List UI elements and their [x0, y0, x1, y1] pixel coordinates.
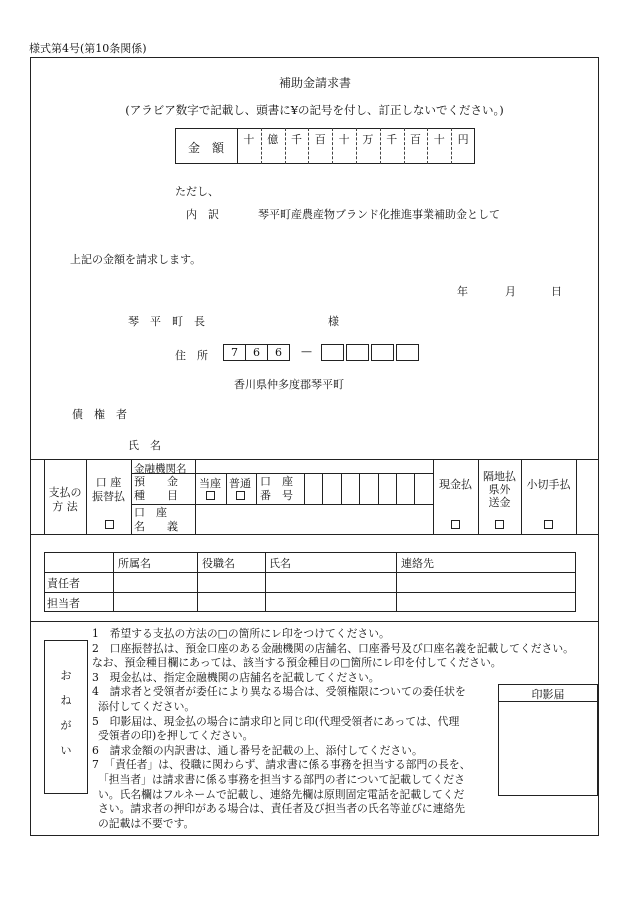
touza-label: 当座 [199, 477, 221, 490]
onegai-char: い [60, 744, 72, 757]
account-number-cell-divider [322, 473, 323, 504]
amount-unit-7: 百 [409, 133, 421, 146]
account-number-label: 口 座 番 号 [260, 475, 293, 502]
tadashi-label: ただし、 [175, 185, 219, 198]
date-day: 日 [551, 285, 562, 298]
name-label: 氏 名 [128, 439, 161, 452]
instruction-text: (アラビア数字で記載し、頭書に¥の記号を付し、訂正しないでください。) [125, 103, 504, 117]
account-number-cell-divider [414, 473, 415, 504]
account-transfer-checkbox[interactable] [105, 520, 114, 529]
account-transfer-label: 口 座 振替払 [92, 476, 125, 503]
amount-unit-5: 万 [362, 133, 374, 146]
sama-label: 様 [328, 315, 339, 328]
touza-checkbox[interactable] [206, 491, 215, 500]
amount-unit-3: 百 [314, 133, 326, 146]
check-payment-label: 小切手払 [526, 478, 571, 491]
amount-unit-2: 千 [290, 133, 302, 146]
request-text: 上記の金額を請求します。 [70, 253, 202, 266]
remote-payment-checkbox[interactable] [495, 520, 504, 529]
date-year: 年 [457, 285, 468, 298]
note-line: 7 「責任者」は、役職に関わらず、請求書に係る事務を担当する部門の長を、 [92, 758, 471, 772]
account-number-cell-divider [359, 473, 360, 504]
address-value: 香川県仲多度郡琴平町 [234, 378, 344, 391]
seal-label: 印影届 [531, 688, 565, 701]
form-number-label: 様式第4号(第10条関係) [29, 42, 147, 55]
note-line: い。氏名欄はフルネームで記載し、連絡先欄は原則固定電話を記載してくだ [98, 787, 465, 801]
amount-unit-8: 十 [433, 133, 445, 146]
futsu-checkbox[interactable] [236, 491, 245, 500]
amount-unit-1: 億 [267, 133, 279, 146]
futsu-label: 普通 [229, 477, 251, 490]
remote-payment-label: 隔地払 県外 送金 [483, 470, 516, 509]
account-number-cell-divider [304, 473, 305, 504]
header-position: 役職名 [202, 557, 235, 570]
breakdown-value: 琴平町産農産物ブランド化推進事業補助金として [258, 208, 500, 221]
postal-dash: — [301, 345, 312, 358]
amount-unit-4: 十 [338, 133, 350, 146]
postal-digit: 6 [275, 346, 282, 359]
onegai-char: お [60, 669, 72, 682]
note-line: なお、預金種目欄にあっては、該当する預金種目の□箇所にレ印を付してください。 [92, 656, 502, 670]
note-line: さい。請求者の押印がある場合は、責任者及び担当者の氏名等並びに連絡先 [98, 802, 466, 816]
postal-digit-box-6[interactable] [396, 344, 419, 361]
postal-digit-box-4[interactable] [346, 344, 369, 361]
account-number-cell-divider [396, 473, 397, 504]
postal-digit: 6 [253, 346, 260, 359]
cash-label: 現金払 [439, 478, 472, 491]
address-label: 住 所 [175, 349, 208, 362]
postal-digit-box-0[interactable] [223, 344, 246, 361]
note-line: 1 希望する支払の方法の□の箇所にレ印をつけてください。 [92, 627, 390, 640]
header-name: 氏名 [269, 557, 291, 570]
cash-checkbox[interactable] [451, 520, 460, 529]
note-line: 5 印影届は、現金払の場合に請求印と同じ印(代理受領者にあっては、代理 [92, 714, 460, 728]
onegai-char: ね [60, 694, 72, 707]
account-number-cell-divider [341, 473, 342, 504]
note-line: 添付してください。 [98, 700, 196, 713]
postal-digit-box-2[interactable] [267, 344, 290, 361]
payment-method-label: 支払の 方 法 [48, 486, 82, 513]
postal-digit-box-1[interactable] [245, 344, 268, 361]
row-responsible: 責任者 [47, 577, 80, 590]
postal-digit: 7 [231, 346, 238, 359]
postal-digit-box-5[interactable] [371, 344, 394, 361]
header-affiliation: 所属名 [118, 557, 151, 570]
account-number-cell-divider [378, 473, 379, 504]
amount-unit-6: 千 [386, 133, 398, 146]
note-line: 4 請求者と受領者が委任により異なる場合は、受領権限についての委任状を [92, 685, 466, 699]
note-line: 2 口座振替払は、預金口座のある金融機関の店舗名、口座番号及び口座名義を記載してください。 [92, 641, 574, 655]
amount-label: 金 額 [187, 141, 224, 155]
form-title: 補助金請求書 [278, 76, 351, 90]
onegai-char: が [60, 719, 72, 732]
note-line: 6 請求金額の内訳書は、通し番号を記載の上、添付してください。 [92, 743, 423, 757]
date-month: 月 [505, 285, 516, 298]
note-line: の記載は不要です。 [98, 816, 195, 830]
note-line: 「担当者」は請求書に係る事務を担当する部門の者について記載してくださ [98, 773, 465, 786]
deposit-type-label: 預 金 種 目 [134, 475, 178, 502]
amount-unit-9: 円 [457, 133, 469, 146]
note-line: 受領者の印)を押してください。 [98, 729, 254, 743]
postal-digit-box-3[interactable] [321, 344, 344, 361]
account-holder-label: 口 座 名 義 [134, 506, 178, 533]
header-contact: 連絡先 [401, 557, 434, 570]
mayor-label: 琴 平 町 長 [128, 315, 205, 328]
bank-name-label: 金融機関名 [134, 463, 187, 475]
amount-unit-0: 十 [243, 133, 255, 146]
check-payment-checkbox[interactable] [544, 520, 553, 529]
note-line: 3 現金払は、指定金融機関の店舗名を記載してください。 [92, 670, 380, 684]
row-in-charge: 担当者 [47, 597, 80, 610]
breakdown-label: 内 訳 [186, 208, 219, 221]
creditor-label: 債 権 者 [72, 408, 127, 421]
